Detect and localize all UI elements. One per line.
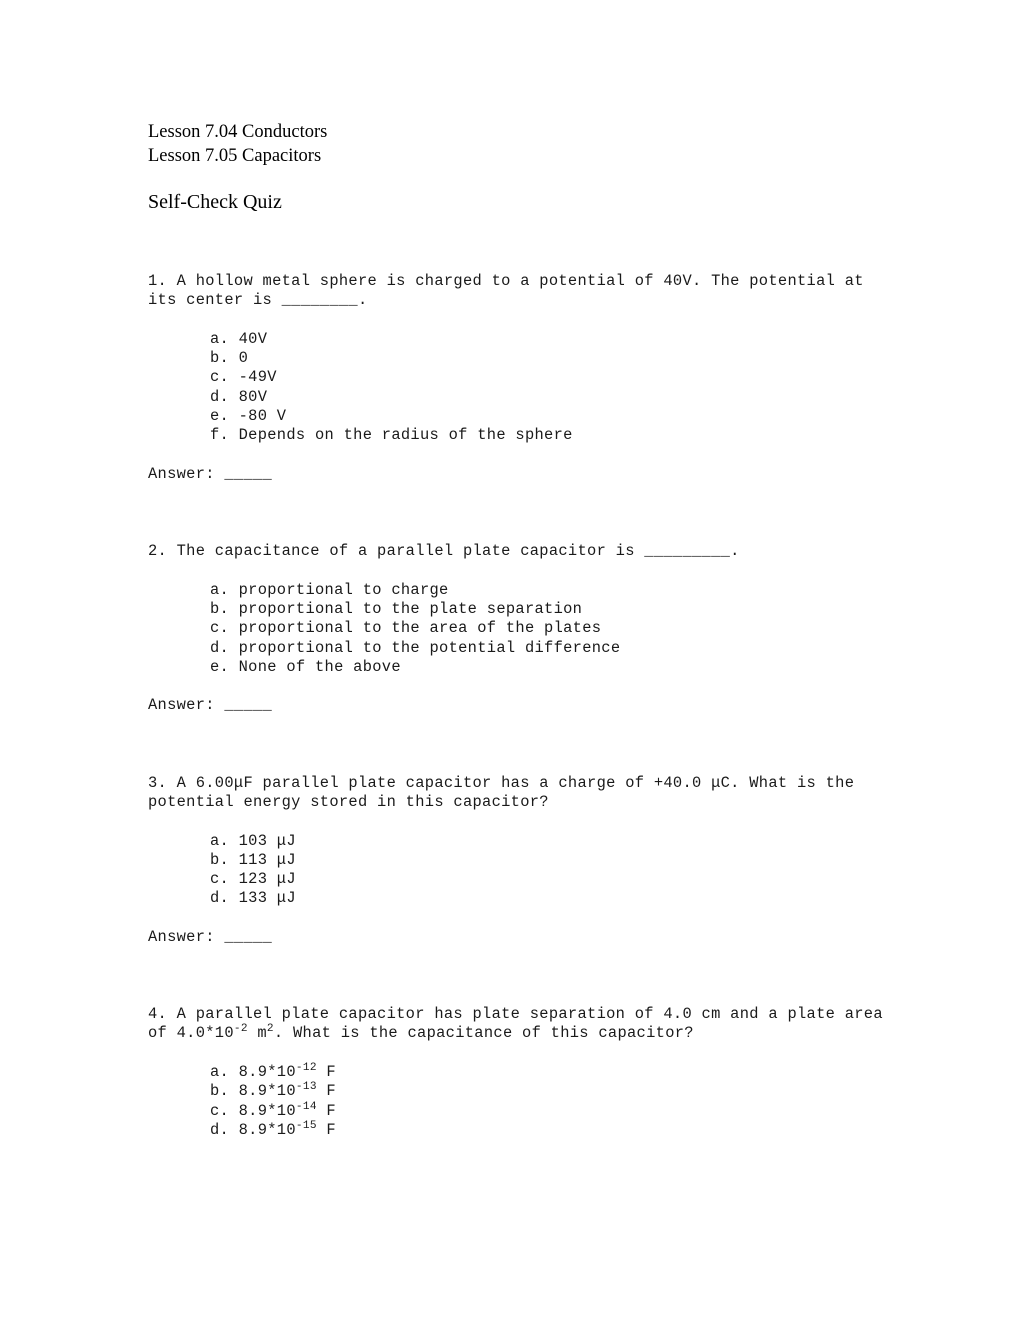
lesson-title-1: Lesson 7.04 Conductors <box>148 122 328 142</box>
question-4-exponent-2: 2 <box>266 1023 274 1036</box>
question-3-answer-blank[interactable]: Answer: _____ <box>148 927 273 946</box>
option-c[interactable]: c. 123 μJ <box>210 870 296 889</box>
option-a[interactable]: a. 40V <box>210 329 268 348</box>
option-d[interactable]: d. proportional to the potential difference <box>210 638 621 657</box>
spacer <box>148 947 888 1005</box>
spacer <box>148 310 888 329</box>
spacer <box>148 716 888 774</box>
spacer <box>148 677 888 696</box>
option-d-prefix: d. 8.9*10 <box>210 1120 296 1139</box>
spacer <box>148 812 888 831</box>
option-d[interactable]: d. 80V <box>210 387 268 406</box>
question-3-stem: 3. A 6.00μF parallel plate capacitor has a charge of +40.0 μC. What is the potential energy stored in this capacitor? <box>148 773 864 811</box>
option-a-exponent: -12 <box>295 1061 317 1074</box>
document-content <box>148 120 893 1140</box>
heading-block <box>148 120 888 214</box>
question-1-answer-blank[interactable]: Answer: _____ <box>148 464 273 483</box>
option-a-prefix: a. 8.9*10 <box>210 1063 296 1082</box>
question-1-options <box>210 330 888 446</box>
question-4-exponent-1: -2 <box>233 1023 248 1036</box>
option-a[interactable]: a. proportional to charge <box>210 580 449 599</box>
question-1 <box>148 272 888 484</box>
option-b-prefix: b. 8.9*10 <box>210 1082 296 1101</box>
question-4-stem-part-1: 4. A parallel plate capacitor has plate separation of 4.0 cm and a plate area of 4.0*10 <box>148 1005 893 1043</box>
option-d[interactable] <box>210 1121 888 1140</box>
option-c[interactable] <box>210 1102 888 1121</box>
question-4-stem-part-3: . What is the capacitance of this capacitor? <box>273 1024 694 1043</box>
option-b[interactable]: b. proportional to the plate separation <box>210 599 583 618</box>
question-2-options <box>210 581 888 677</box>
lesson-title-2: Lesson 7.05 Capacitors <box>148 146 322 166</box>
option-b-suffix: F <box>316 1082 336 1101</box>
question-3-options <box>210 832 888 909</box>
question-2-stem: 2. The capacitance of a parallel plate capacitor is _________. <box>148 542 740 561</box>
option-b[interactable] <box>210 1082 888 1101</box>
option-c[interactable]: c. proportional to the area of the plates <box>210 619 602 638</box>
spacer <box>148 446 888 465</box>
question-3 <box>148 774 888 948</box>
spacer <box>148 561 888 580</box>
question-4-options <box>210 1063 888 1140</box>
question-2 <box>148 542 888 716</box>
option-c-prefix: c. 8.9*10 <box>210 1101 296 1120</box>
page-title: Self-Check Quiz <box>148 191 282 213</box>
option-a[interactable] <box>210 1063 888 1082</box>
question-4 <box>148 1005 893 1140</box>
question-1-stem: 1. A hollow metal sphere is charged to a potential of 40V. The potential at its center is ________. <box>148 271 874 310</box>
question-2-answer-blank[interactable]: Answer: _____ <box>148 696 273 715</box>
option-a[interactable]: a. 103 μJ <box>210 831 296 850</box>
spacer <box>148 909 888 928</box>
quiz-body <box>148 271 893 1140</box>
spacer <box>148 1044 888 1063</box>
option-a-suffix: F <box>316 1063 336 1082</box>
option-d-exponent: -15 <box>295 1119 317 1132</box>
option-d[interactable]: d. 133 μJ <box>210 889 296 908</box>
option-c-exponent: -14 <box>295 1100 317 1113</box>
spacer <box>148 484 888 542</box>
question-4-stem-part-2: m <box>247 1024 267 1043</box>
question-4-stem <box>148 1005 893 1044</box>
option-e[interactable]: e. -80 V <box>210 406 287 425</box>
option-d-suffix: F <box>316 1120 336 1139</box>
spacer <box>148 214 888 272</box>
option-c[interactable]: c. -49V <box>210 368 277 387</box>
option-e[interactable]: e. None of the above <box>210 657 401 676</box>
option-b[interactable]: b. 113 μJ <box>210 850 296 869</box>
option-b-exponent: -13 <box>295 1081 317 1094</box>
option-c-suffix: F <box>316 1101 336 1120</box>
option-f[interactable]: f. Depends on the radius of the sphere <box>210 426 573 445</box>
option-b[interactable]: b. 0 <box>210 349 249 368</box>
